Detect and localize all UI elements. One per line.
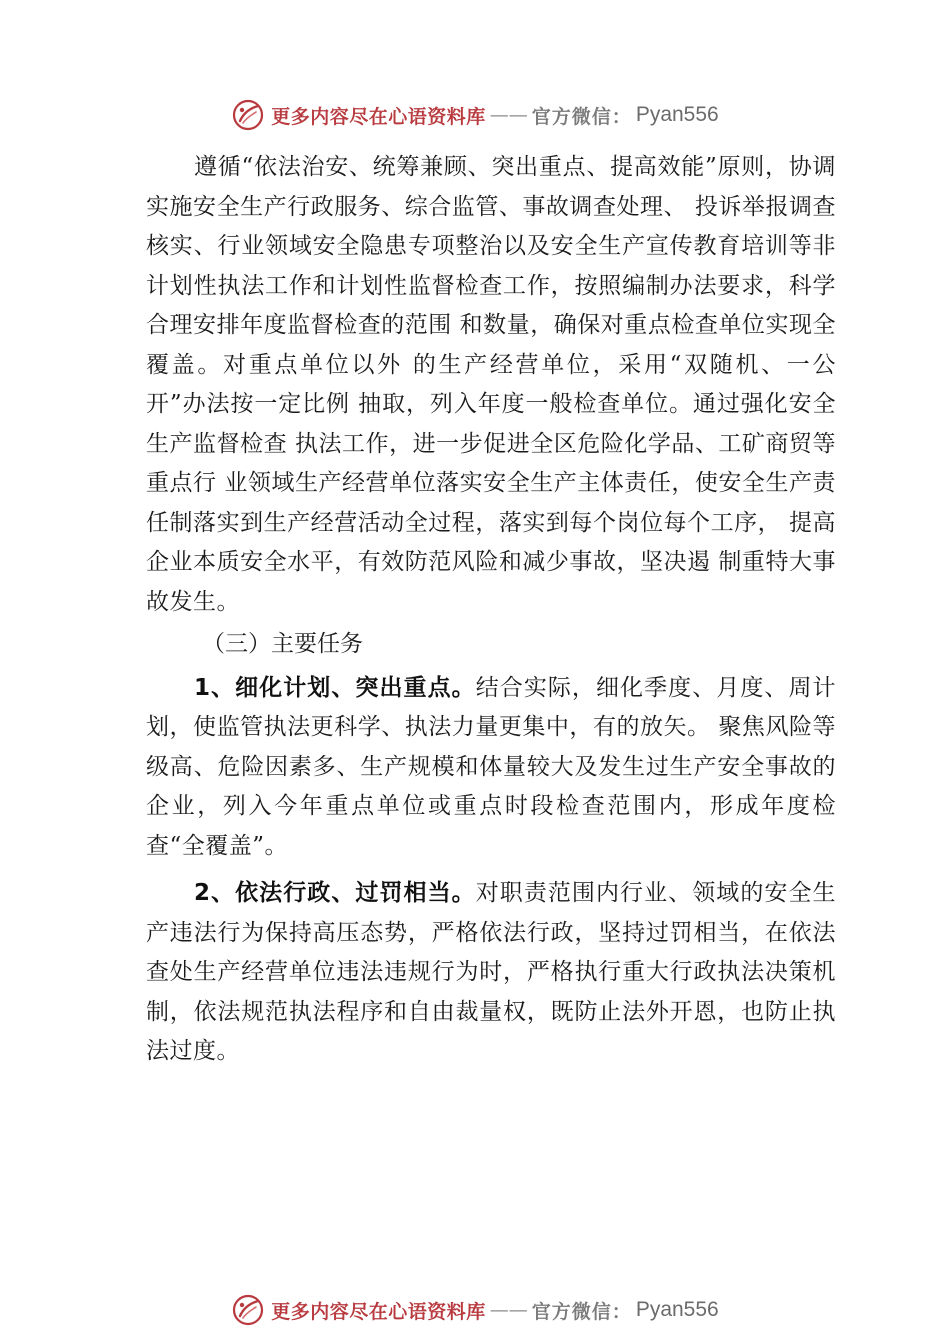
watermark-separator: ——: [489, 1299, 528, 1321]
footer-watermark-banner: [0, 1290, 950, 1330]
watermark-wechat-label: 官方微信：: [531, 1300, 632, 1323]
task-text-1: 结合实际，细化季度、月度、周计划，使监管执法更科学、执法力量更集中，有的放矢。 聚焦风险等级高、危险因素多、生产规模和体量较大及发生过生产安全事故的企业，列入今年重点单位或重点时段检查范围内，形成年度检查“全覆盖”。: [146, 674, 837, 859]
brand-logo-icon: [231, 1293, 265, 1327]
task-paragraph-2: [146, 874, 836, 1072]
watermark-wechat-id: Pyan556: [635, 1298, 719, 1321]
watermark-wechat-label: 官方微信：: [531, 105, 632, 128]
header-watermark-banner: [0, 95, 950, 135]
watermark-separator: ——: [489, 104, 528, 126]
watermark-slogan: 更多内容尽在心语资料库: [271, 1300, 486, 1323]
task-lead-2: 2、依法行政、过罚相当。: [194, 880, 476, 906]
task-paragraph-1: [146, 669, 836, 867]
watermark-wechat-id: Pyan556: [635, 103, 719, 126]
watermark-slogan: 更多内容尽在心语资料库: [271, 105, 486, 128]
section-heading: （三）主要任务: [202, 631, 363, 657]
task-lead-1: 1、细化计划、突出重点。: [194, 674, 476, 701]
brand-logo-icon: [231, 98, 265, 132]
document-body: [146, 148, 836, 1072]
task-text-2: 对职责范围内行业、领域的安全生产违法行为保持高压态势，严格依法行政，坚持过罚相当，在依法查处生产经营单位违法违规行为时，严格执行重大行政执法决策机制，依法规范执法程序和自由裁量权，既防止法外开恩，也防止执法过度。: [146, 880, 837, 1064]
intro-paragraph: 遵循“依法治安、统筹兼顾、突出重点、提高效能”原则，协调实施安全生产行政服务、综合监管、事故调查处理、 投诉举报调查核实、行业领域安全隐患专项整治以及安全生产宣传教育培训等非计划性执法工作和计划性监督检查工作，按照编制办法要求，科学合理安排年度监督检查的范围 和数量，确保对重点检查单位实现全覆盖。对重点单位以外 的生产经营单位，采用“双随机、一公开”办法按一定比例 抽取，列入年度一般检查单位。通过强化安全生产监督检查 执法工作，进一步促进全区危险化学品、工矿商贸等重点行 业领域生产经营单位落实安全生产主体责任，使安全生产责 任制落实到生产经营活动全过程，落实到每个岗位每个工序， 提高企业本质安全水平，有效防范风险和减少事故，坚决遏 制重特大事故发生。: [146, 154, 836, 615]
